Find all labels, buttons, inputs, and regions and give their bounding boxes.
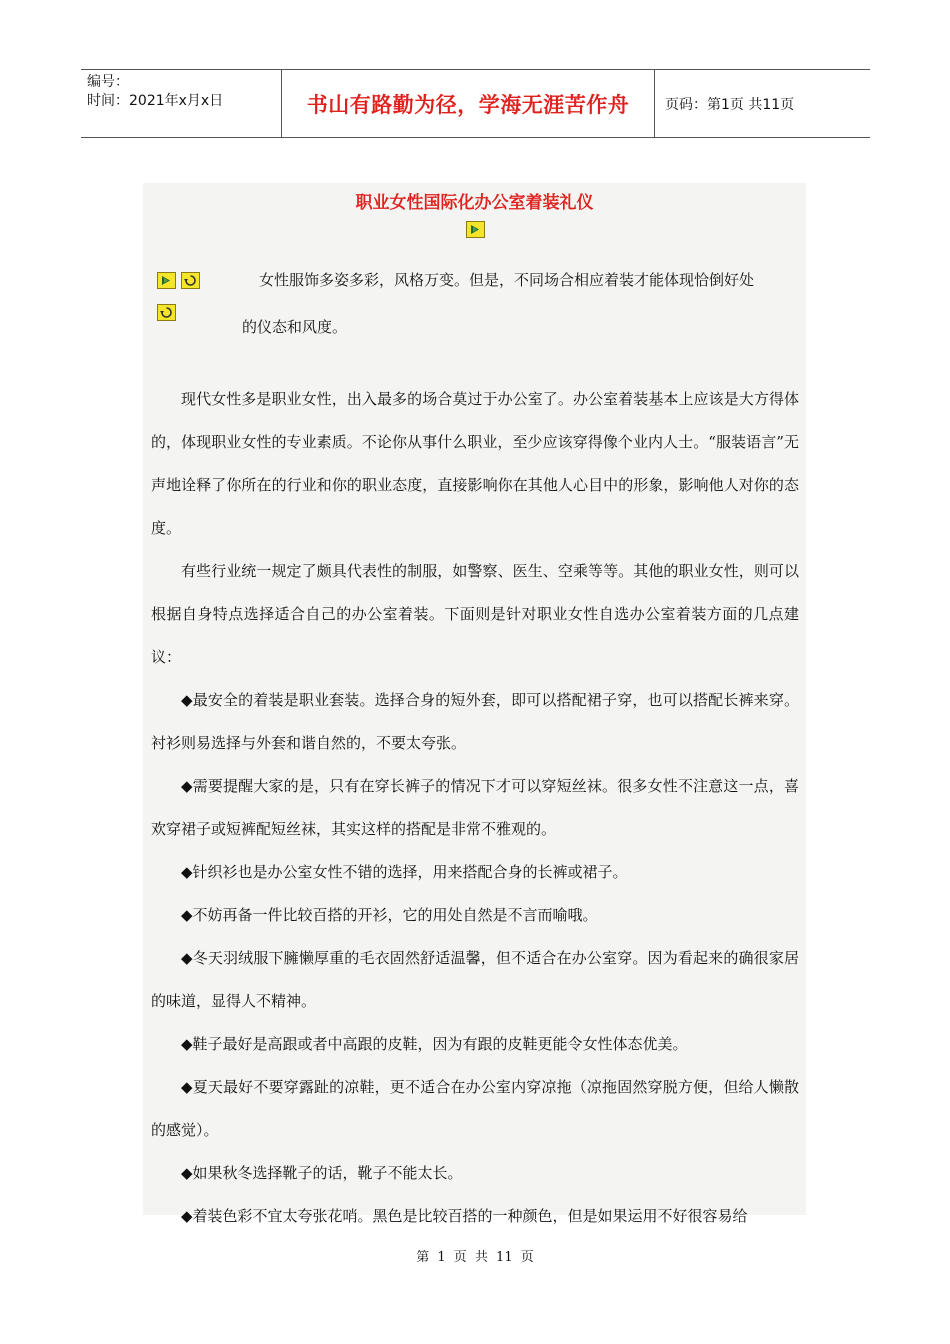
- page-header: [81, 69, 870, 138]
- paragraph: 有些行业统一规定了颇具代表性的制服，如警察、医生、空乘等等。其他的职业女性，则可以根据自身特点选择适合自己的办公室着装。下面则是针对职业女性自选办公室着装方面的几点建议：: [151, 562, 799, 666]
- intro-line: 的仪态和风度。: [242, 318, 348, 336]
- intro-text: [242, 257, 792, 351]
- paragraph: ◆如果秋冬选择靴子的话，靴子不能太长。: [181, 1164, 463, 1182]
- paragraph: ◆针织衫也是办公室女性不错的选择，用来搭配合身的长裤或裙子。: [181, 863, 628, 881]
- header-meta: [81, 70, 281, 137]
- paragraph: ◆鞋子最好是高跟或者中高跟的皮鞋，因为有跟的皮鞋更能令女性体态优美。: [181, 1035, 688, 1053]
- paragraph: ◆不妨再备一件比较百搭的开衫，它的用处自然是不言而喻哦。: [181, 906, 598, 924]
- header-divider: [654, 70, 655, 137]
- intro-line: 女性服饰多姿多彩，风格万变。但是，不同场合相应着装才能体现恰倒好处: [259, 271, 755, 289]
- arrow-image-icon: [466, 221, 485, 238]
- time-label: 时间：2021年x月x日: [87, 93, 224, 109]
- page-footer: 第 1 页 共 11 页: [416, 1250, 534, 1265]
- refresh-image-icon: [181, 272, 200, 289]
- paragraph: ◆夏天最好不要穿露趾的凉鞋，更不适合在办公室内穿凉拖（凉拖固然穿脱方便，但给人懒散的感觉）。: [151, 1078, 799, 1139]
- refresh-image-icon: [157, 304, 176, 321]
- article-title: 职业女性国际化办公室着装礼仪: [355, 193, 594, 213]
- paragraph: ◆最安全的着装是职业套装。选择合身的短外套，即可以搭配裙子穿，也可以搭配长裤来穿。衬衫则易选择与外套和谐自然的，不要太夸张。: [151, 691, 799, 752]
- paragraph: 现代女性多是职业女性，出入最多的场合莫过于办公室了。办公室着装基本上应该是大方得体的，体现职业女性的专业素质。不论你从事什么职业，至少应该穿得像个业内人士。“服装语言”无声地诠释了你所在的行业和你的职业态度，直接影响你在其他人心目中的形象，影响他人对你的态度。: [151, 390, 799, 537]
- paragraph: ◆着装色彩不宜太夸张花哨。黑色是比较百搭的一种颜色，但是如果运用不好很容易给: [181, 1207, 748, 1225]
- header-motto: 书山有路勤为径，学海无涯苦作舟: [306, 92, 630, 117]
- arrow-image-icon: [157, 272, 176, 289]
- article-body: [143, 183, 806, 1225]
- article-paragraphs: [151, 378, 799, 1238]
- paragraph: ◆需要提醒大家的是，只有在穿长裤子的情况下才可以穿短丝袜。很多女性不注意这一点，喜欢穿裙子或短裤配短丝袜，其实这样的搭配是非常不雅观的。: [151, 777, 799, 838]
- number-label: 编号：: [87, 74, 129, 90]
- paragraph: ◆冬天羽绒服下臃懒厚重的毛衣固然舒适温馨，但不适合在办公室穿。因为看起来的确很家居的味道，显得人不精神。: [151, 949, 799, 1010]
- header-page-info: 页码：第1页 共11页: [665, 96, 795, 113]
